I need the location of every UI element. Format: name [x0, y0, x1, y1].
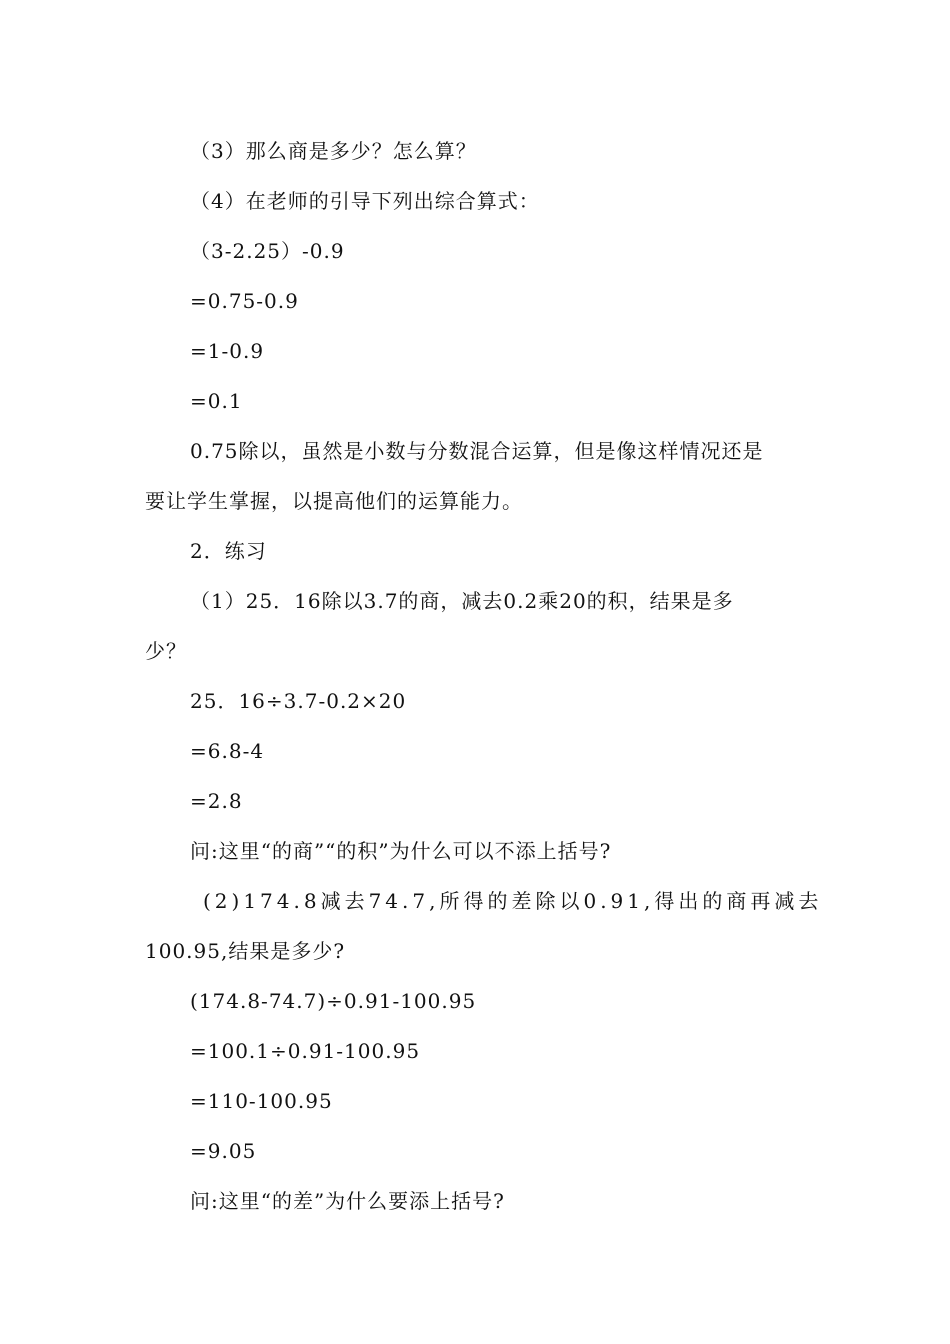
formula-line: =9.05	[190, 1139, 257, 1163]
formula-line: =1-0.9	[190, 339, 265, 363]
formula-line: =0.75-0.9	[190, 289, 299, 313]
formula-line: (174.8-74.7)÷0.91-100.95	[190, 989, 477, 1013]
question-line: 100.95,结果是多少?	[145, 939, 346, 963]
question-line: 少？	[145, 639, 187, 663]
text-line: （3）那么商是多少？怎么算？	[190, 139, 477, 163]
formula-line: （3-2.25）-0.9	[190, 239, 345, 263]
formula-line: =2.8	[190, 789, 243, 813]
question-line: (2)174.8减去74.7,所得的差除以0.91,得出的商再减去	[203, 889, 823, 913]
question-line: 问:这里“的商”“的积”为什么可以不添上括号?	[190, 839, 612, 863]
paragraph-line: 要让学生掌握，以提高他们的运算能力。	[145, 489, 523, 513]
formula-line: =6.8-4	[190, 739, 265, 763]
text-line: （4）在老师的引导下列出综合算式：	[190, 189, 540, 213]
formula-line: =110-100.95	[190, 1089, 333, 1113]
section-heading: 2．练习	[190, 539, 267, 563]
formula-line: =0.1	[190, 389, 243, 413]
question-line: （1）25．16除以3.7的商，减去0.2乘20的积，结果是多	[190, 589, 734, 613]
formula-line: 25．16÷3.7-0.2×20	[190, 689, 407, 713]
paragraph-line: 0.75除以，虽然是小数与分数混合运算，但是像这样情况还是	[190, 439, 764, 463]
question-line: 问:这里“的差”为什么要添上括号?	[190, 1189, 505, 1213]
formula-line: =100.1÷0.91-100.95	[190, 1039, 421, 1063]
